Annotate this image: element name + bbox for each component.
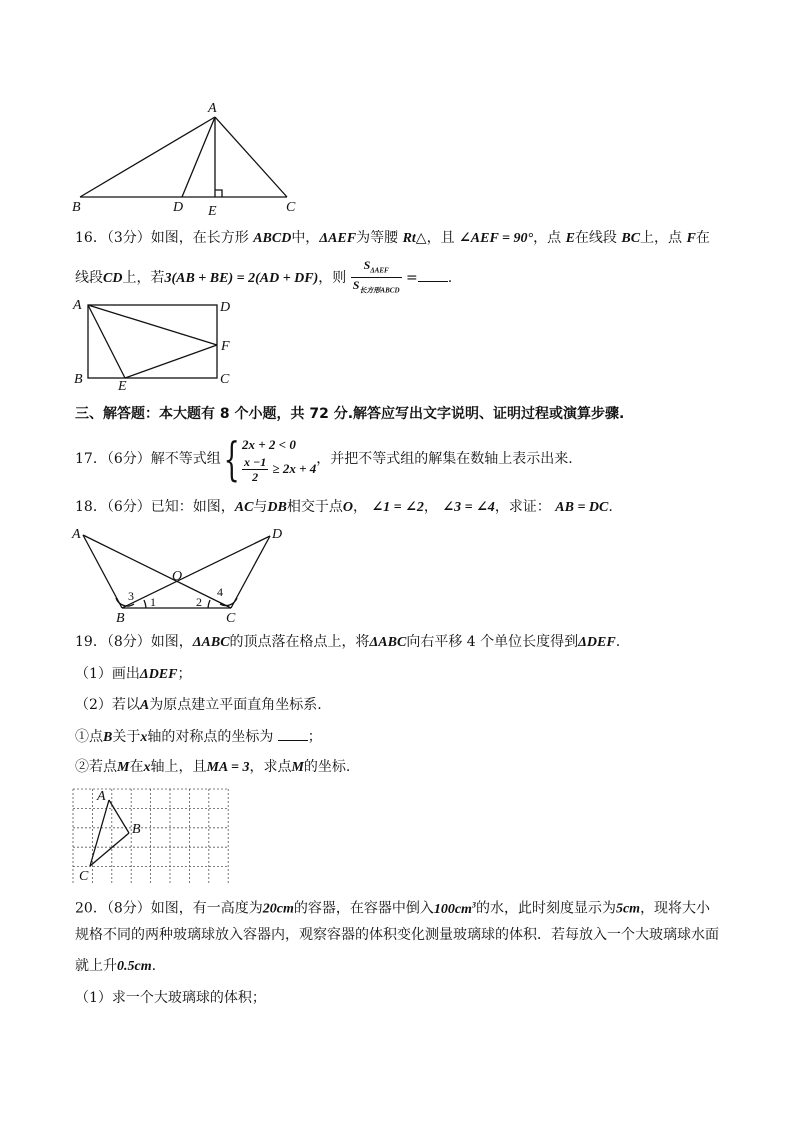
q18-text: 与 bbox=[253, 499, 268, 515]
figure-crossed-triangles bbox=[66, 522, 296, 627]
label-D: D bbox=[272, 527, 283, 542]
label-E: E bbox=[118, 379, 127, 390]
q16-text: 16．（3分）如图，在长方形 bbox=[75, 230, 249, 246]
label-D: D bbox=[220, 300, 231, 315]
q19-text: 向右平移 4 个单位长度得到 bbox=[406, 634, 579, 650]
q19-text: 轴的对称点的坐标为 bbox=[147, 729, 274, 745]
q16-equation: 3(AB + BE) = 2(AD + DF) bbox=[164, 270, 319, 286]
q16-text: 上，点 bbox=[640, 230, 683, 246]
q16-text: . bbox=[447, 269, 453, 286]
inequality-2-fraction bbox=[242, 455, 268, 484]
q19-ma-eq: MA = 3 bbox=[206, 760, 250, 775]
q19-text: ，求点 bbox=[249, 759, 292, 775]
q20-text: 的水，此时刻度显示为 bbox=[475, 900, 616, 917]
q18-text: ， bbox=[353, 499, 367, 515]
q17-text: ，并把不等式组的解集在数轴上表示出来. bbox=[316, 451, 573, 467]
q19-point-a: A bbox=[139, 698, 150, 713]
q16-text: 在线段 bbox=[574, 230, 617, 246]
q19-text: ①点 bbox=[75, 729, 103, 745]
label-B: B bbox=[116, 611, 125, 626]
inequality-1: 2x + 2 < 0 bbox=[242, 436, 296, 452]
q19-text: ②若点 bbox=[75, 759, 117, 775]
q20-text: 的容器，在容器中倒入 bbox=[293, 900, 434, 917]
question-19-sub-2 bbox=[75, 757, 350, 778]
q16-frac-num-sub: ΔAEF bbox=[370, 266, 389, 275]
label-C: C bbox=[220, 372, 230, 387]
question-16-line2 bbox=[75, 258, 452, 298]
q18-ac: AC bbox=[234, 500, 254, 515]
label-B: B bbox=[72, 200, 81, 215]
q20-rise: 0.5cm bbox=[117, 959, 152, 974]
label-angle-4: 4 bbox=[217, 585, 223, 599]
q19-def: ΔDEF bbox=[139, 667, 178, 682]
label-B: B bbox=[74, 372, 83, 387]
q16-segment-cd: CD bbox=[103, 270, 123, 286]
inequality-2-rhs: ≥ 2x + 4 bbox=[272, 460, 317, 476]
label-A: A bbox=[72, 527, 81, 542]
question-20-line1 bbox=[75, 895, 710, 920]
q19-text: 19．（8分）如图， bbox=[75, 634, 193, 650]
q20-text: 就上升 bbox=[75, 958, 117, 974]
label-C: C bbox=[79, 869, 89, 884]
question-20-part-1: （1）求一个大玻璃球的体积； bbox=[75, 990, 266, 1006]
inequality-2 bbox=[242, 455, 316, 484]
q17-frac-num: x −1 bbox=[244, 454, 267, 469]
answer-blank[interactable] bbox=[278, 726, 308, 741]
label-C: C bbox=[286, 200, 296, 215]
q18-angle-34: ∠3 = ∠4 bbox=[442, 500, 495, 515]
label-angle-2: 2 bbox=[196, 595, 202, 609]
q16-point-f: F bbox=[686, 231, 696, 246]
q19-text: 在 bbox=[129, 759, 144, 775]
rectangle-lines bbox=[88, 305, 217, 378]
q16-angle: ∠AEF = 90° bbox=[459, 231, 534, 246]
label-E: E bbox=[208, 204, 217, 219]
q19-text: （2）若以 bbox=[75, 697, 140, 713]
q19-point-m: M bbox=[291, 760, 304, 775]
inequality-system bbox=[242, 435, 316, 484]
q16-text: 在 bbox=[695, 230, 710, 246]
q16-triangle: ΔAEF bbox=[319, 231, 357, 246]
q16-text: △，且 bbox=[415, 230, 455, 246]
q18-db: DB bbox=[267, 500, 287, 515]
q19-abc: ΔABC bbox=[192, 635, 230, 650]
q16-text: ，则 bbox=[318, 269, 347, 286]
question-20-line3 bbox=[75, 956, 156, 977]
q20-volume-value: 100cm bbox=[433, 901, 472, 917]
q16-rt: Rt bbox=[402, 231, 416, 246]
triangle-lines bbox=[80, 117, 287, 197]
q20-text: . bbox=[151, 958, 157, 974]
q16-text: 线段 bbox=[75, 269, 103, 286]
figure-grid-triangle bbox=[70, 786, 230, 884]
label-A: A bbox=[73, 298, 82, 313]
label-A: A bbox=[208, 101, 217, 116]
q17-frac-den: 2 bbox=[252, 469, 259, 484]
q19-abc: ΔABC bbox=[369, 635, 407, 650]
question-20-line2: 规格不同的两种玻璃球放入容器内，观察容器的体积变化测量玻璃球的体积．若每放入一个大玻璃球水面 bbox=[75, 927, 719, 943]
q18-goal: AB = DC bbox=[555, 500, 609, 515]
q16-text: ，点 bbox=[533, 230, 562, 246]
label-A: A bbox=[97, 789, 106, 804]
q19-x: x bbox=[140, 730, 148, 745]
figure-rectangle-abcd bbox=[68, 295, 243, 390]
label-B: B bbox=[132, 822, 141, 837]
q16-text: 上，若 bbox=[122, 269, 165, 286]
question-19 bbox=[75, 632, 620, 653]
q19-text: 关于 bbox=[112, 729, 141, 745]
q19-text: （1）画出 bbox=[75, 666, 140, 682]
q18-o: O bbox=[342, 500, 353, 515]
q20-volume-exp: 3 bbox=[471, 900, 476, 909]
question-16-line1 bbox=[75, 228, 710, 249]
q17-text: 17．（6分）解不等式组 bbox=[75, 451, 221, 467]
q16-text: 为等腰 bbox=[356, 230, 399, 246]
q19-point-b: B bbox=[103, 730, 113, 745]
q19-x: x bbox=[143, 760, 151, 775]
label-C: C bbox=[226, 611, 236, 626]
q16-text: 中， bbox=[291, 230, 320, 246]
q19-text: 的坐标. bbox=[303, 759, 351, 775]
triangle-abc-lines bbox=[90, 800, 129, 866]
q16-frac-den-sub: 长方形ABCD bbox=[359, 286, 400, 295]
q19-point-m: M bbox=[117, 760, 130, 775]
q16-text: = bbox=[405, 269, 418, 286]
q16-segment-bc: BC bbox=[621, 231, 641, 246]
q19-text: ； bbox=[307, 729, 322, 745]
question-18 bbox=[75, 497, 613, 518]
label-F: F bbox=[221, 339, 230, 354]
q18-text: 18．（6分）已知：如图， bbox=[75, 499, 235, 515]
q19-text: 为原点建立平面直角坐标系. bbox=[149, 697, 322, 713]
figure-triangle-abc bbox=[60, 95, 310, 220]
q20-height: 20cm bbox=[262, 901, 294, 917]
question-19-part-2 bbox=[75, 695, 322, 716]
question-19-part-1 bbox=[75, 664, 192, 685]
q19-text: ； bbox=[177, 666, 192, 682]
question-17 bbox=[75, 428, 573, 490]
system-brace: { bbox=[223, 432, 240, 486]
q20-text: 20．（8分）如图，有一高度为 bbox=[75, 900, 263, 917]
q18-text: ，求证： bbox=[494, 499, 551, 515]
section-3-heading: 三、解答题：本大题有 8 个小题，共 72 分.解答应写出文字说明、证明过程或演算步骤. bbox=[75, 406, 625, 422]
q19-text: . bbox=[615, 634, 621, 650]
q18-text: ， bbox=[423, 499, 438, 515]
q18-angle-12: ∠1 = ∠2 bbox=[371, 500, 424, 515]
q20-text: ，现将大小 bbox=[640, 900, 711, 917]
q20-scale: 5cm bbox=[615, 901, 641, 917]
q16-frac-den: S bbox=[352, 278, 360, 293]
q18-text: 相交于点 bbox=[286, 499, 343, 515]
q16-rect: ABCD bbox=[253, 231, 292, 246]
question-19-sub-1 bbox=[75, 726, 322, 748]
q16-frac-num: S bbox=[363, 258, 371, 272]
q20-volume bbox=[434, 902, 476, 917]
q19-text: 轴上，且 bbox=[150, 759, 207, 775]
q18-text: . bbox=[608, 499, 613, 515]
label-angle-1: 1 bbox=[150, 595, 156, 609]
answer-blank[interactable] bbox=[418, 267, 448, 282]
label-angle-3: 3 bbox=[128, 589, 134, 603]
q16-point-e: E bbox=[565, 231, 575, 246]
label-D: D bbox=[173, 200, 184, 215]
q19-def: ΔDEF bbox=[578, 635, 616, 650]
label-O: O bbox=[172, 569, 183, 584]
q19-text: 的顶点落在格点上，将 bbox=[229, 634, 370, 650]
q16-ratio-fraction bbox=[351, 258, 402, 298]
